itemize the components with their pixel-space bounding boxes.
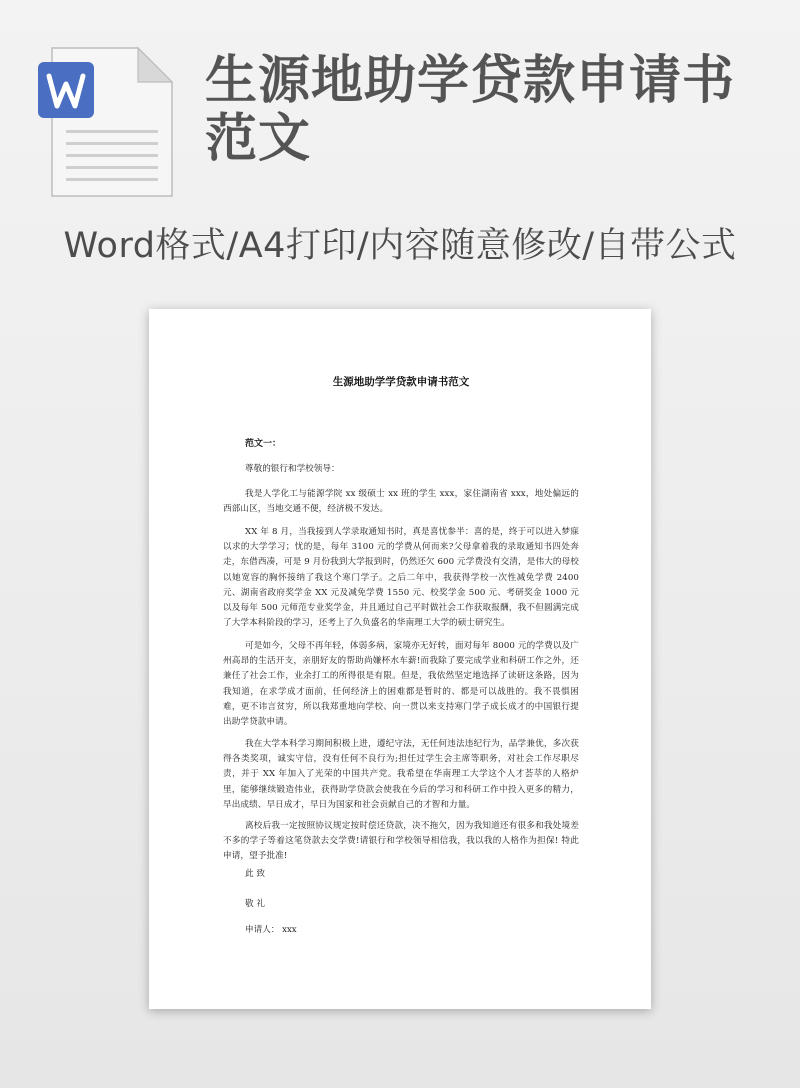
paragraph-2: XX 年 8 月，当我接到人学录取通知书时，真是喜忧参半：喜的是，终于可以进入梦寐以求的大学学习；忧的是，每年 3100 元的学费从何而来?父母拿着我的录取通知书四处奔走，东借西凑，可是 9 月份我到大学报到时，仍然还欠 600 元学费没有交清，是伟大的母校以她宽容的胸怀接纳了我这个寒门学子。之后二年中，我获得学校一次性减免学费 2400 元、湖南省政府奖学金 XX 元及减免学费 1550 元、校奖学金 500 元、考研奖金 1000 元以及每年 500 元师范专业奖学金，并且通过自己平时做社会工作获取报酬，我不但圆满完成了大学本科阶段的学习，还考上了久负盛名的华南理工大学的硕士研究生。	[223, 527, 579, 629]
salutation: 尊敬的银行和学校领导：	[245, 464, 340, 474]
paragraph-5: 离校后我一定按照协议规定按时偿还贷款，决不拖欠，因为我知道还有很多和我处境差不多的学子等着这笔贷款去交学费!请银行和学校领导相信我，我以我的人格作为担保! 特此申请，望予批准!	[223, 821, 579, 862]
paragraph-1: 我是人学化工与能源学院 xx 级硕士 xx 班的学生 xxx，家住湖南省 xxx，地处偏远的西部山区，当地交通不便，经济极不发达。	[223, 489, 579, 515]
document-title: 生源地助学学贷款申请书范文	[332, 376, 470, 388]
title-line-2: 范文	[205, 109, 312, 169]
document-preview-page	[149, 309, 651, 1009]
word-document-icon	[38, 46, 174, 200]
section-heading: 范文一：	[245, 439, 282, 449]
title-line-1: 生源地助学贷款申请书	[205, 51, 736, 111]
header	[0, 0, 800, 210]
signature-line: 申请人： xxx	[245, 925, 297, 935]
closing-line-2: 敬 礼	[245, 899, 265, 909]
page-title	[205, 52, 785, 168]
closing-line-1: 此 致	[245, 869, 265, 879]
paragraph-4: 我在大学本科学习期间积极上进，遵纪守法，无任何违法违纪行为，品学兼优，多次获得各类奖项，诚实守信，没有任何不良行为;担任过学生会主席等职务，对社会工作尽职尽责，并于 XX 年加入了光荣的中国共产党。我希望在华南理工大学这个人才荟萃的人格炉里，能够继续锻造伟业，获得助学贷款会使我在今后的学习和科研工作中投入更多的精力，早出成绩、早日成才，早日为国家和社会贡献自己的才智和力量。	[223, 739, 579, 810]
paragraph-3: 可是如今，父母不再年轻，体弱多病，家境亦无好转，面对每年 8000 元的学费以及广州高昂的生活开支，亲朋好友的帮助尚嫌杯水车薪!而我除了要完成学业和科研工作之外，还兼任了社会工作，业余打工的所得很是有限。但是，我依然坚定地选择了读研这条路，因为我知道，在求学成才面前，任何经济上的困难都是暂时的、都是可以战胜的。我不畏惧困难，更不讳言贫穷，所以我郑重地向学校、向一贯以来支持寒门学子成长成才的中国银行提出助学贷款申请。	[223, 641, 579, 728]
subtitle: Word格式/A4打印/内容随意修改/自带公式	[63, 226, 737, 266]
